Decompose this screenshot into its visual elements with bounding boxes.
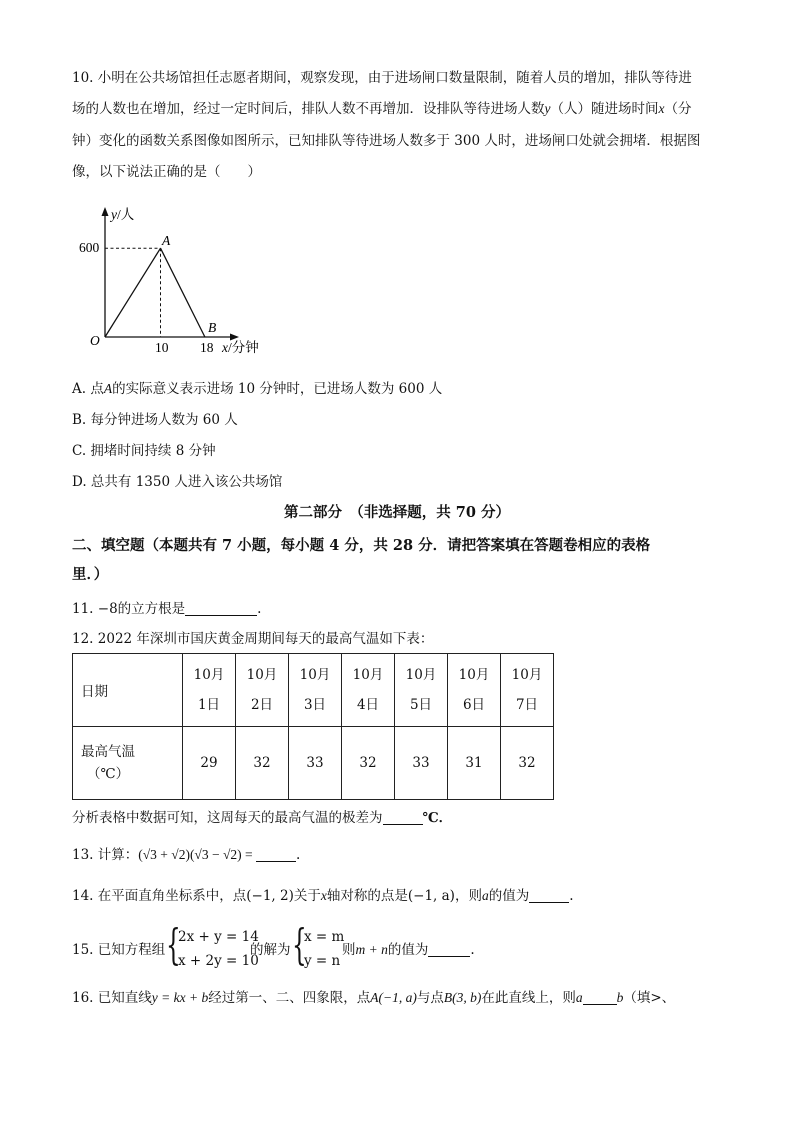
q16-mid3: 在此直线上，则: [481, 990, 576, 1006]
table-cell-date: [501, 654, 554, 727]
date-header-label: 日期: [81, 684, 108, 700]
q16: [72, 988, 675, 1008]
q14-point2: (−1, a): [407, 888, 455, 904]
q14-mid4: 的值为: [488, 888, 530, 904]
date-day: 3日: [303, 697, 327, 713]
q14-point1: (−1, 2): [246, 888, 294, 904]
date-day: 7日: [515, 697, 539, 713]
q10-option-c: C. 拥堵时间持续 8 分钟: [72, 443, 216, 459]
q16-pre: 16. 已知直线: [72, 990, 152, 1006]
table-cell-date: [236, 654, 289, 727]
date-month: 10月: [352, 667, 384, 683]
point-b-label: B: [208, 320, 217, 335]
table-row-dates: [73, 654, 554, 727]
table-cell-date: [448, 654, 501, 727]
point-a-label: A: [162, 233, 171, 248]
q16-end: （填>、: [623, 990, 676, 1006]
origin-label: O: [90, 333, 100, 348]
q10-line2: [72, 99, 692, 119]
q15-post2: 的值为: [387, 942, 429, 958]
option-a-var: A: [103, 381, 113, 396]
date-month: 10月: [193, 667, 225, 683]
q12-after-end: ℃．: [422, 810, 453, 826]
q15-post: 则: [342, 942, 356, 958]
q11-answer-blank[interactable]: [185, 601, 257, 616]
date-month: 10月: [511, 667, 543, 683]
table-cell-temp: 32: [501, 727, 554, 800]
table-header-date: [73, 654, 183, 727]
date-month: 10月: [458, 667, 490, 683]
q14-pre: 14. 在平面直角坐标系中，点: [72, 888, 247, 904]
q14-var-x: x: [320, 888, 327, 903]
q10-line3: 钟）变化的函数关系图像如图所示，已知排队等待进场人数多于 300 人时，进场闸口处就会拥堵．根据图: [72, 133, 701, 149]
q13: [72, 845, 300, 865]
q15-answer-blank[interactable]: [428, 942, 470, 957]
date-day: 5日: [409, 697, 433, 713]
option-a-post: 的实际意义表示进场 10 分钟时，已进场人数为 600 人: [112, 381, 443, 397]
q14: [72, 886, 574, 906]
q10-line2-text: 场的人数也在增加，经过一定时间后，排队人数不再增加．设排队等待进场人数: [72, 101, 545, 117]
x-tick-10: 10: [155, 340, 169, 355]
q10-var-x: x: [658, 101, 665, 116]
y-axis-label: [109, 207, 135, 222]
table-cell-temp: 32: [236, 727, 289, 800]
q15-eq2: x + 2y = 10: [178, 953, 259, 969]
q13-pre: 13. 计算：: [72, 847, 139, 863]
y-tick-600: 600: [79, 240, 100, 255]
q13-answer-blank[interactable]: [256, 847, 296, 862]
date-day: 4日: [356, 697, 380, 713]
date-day: 6日: [462, 697, 486, 713]
q14-mid2: 轴对称的点是: [326, 888, 408, 904]
date-month: 10月: [405, 667, 437, 683]
q13-end: .: [295, 847, 301, 863]
y-axis-var: y: [111, 207, 117, 222]
section-heading-line1: 二、填空题（本题共有 7 小题，每小题 4 分，共 28 分．请把答案填在答题卷相应的表格: [72, 537, 651, 554]
q10-line2-mid: （人）随进场时间: [550, 101, 659, 117]
q16-line-eq: y = kx + b: [151, 990, 209, 1005]
table-cell-date: [289, 654, 342, 727]
q10-line1: 10. 小明在公共场馆担任志愿者期间，观察发现，由于进场闸口数量限制，随着人员的增加，排队等待进: [72, 70, 692, 86]
x-axis-var: x: [222, 340, 228, 355]
q11-end: .: [257, 601, 262, 617]
table-cell-date: [183, 654, 236, 727]
date-day: 2日: [250, 697, 274, 713]
segment-ab: [161, 248, 205, 337]
temp-header-line1: 最高气温: [81, 744, 135, 760]
q16-var-a: a: [575, 990, 583, 1005]
q15-brace-icon: {: [166, 920, 181, 969]
q10-var-y: y: [544, 101, 551, 116]
q16-point-a: A(−1, a): [370, 990, 417, 1005]
table-cell-temp: 31: [448, 727, 501, 800]
option-a-pre: A. 点: [72, 381, 104, 397]
date-month: 10月: [299, 667, 331, 683]
q15-expr: m + n: [355, 942, 388, 957]
q15-brace2-icon: {: [292, 920, 307, 969]
table-cell-temp: 33: [395, 727, 448, 800]
q10-line4: 像，以下说法正确的是（ ）: [72, 164, 261, 180]
table-cell-temp: 32: [342, 727, 395, 800]
q16-point-b: B(3, b): [443, 990, 482, 1005]
q11-text: 11. −8的立方根是: [72, 601, 186, 617]
q16-answer-blank[interactable]: [583, 990, 617, 1005]
q10-option-a: [72, 379, 442, 399]
segment-oa: [105, 248, 161, 337]
q10-graph: [76, 200, 276, 360]
q14-end: .: [569, 888, 574, 904]
temperature-table: [72, 653, 554, 800]
q13-expr: (√3 + √2)(√3 − √2) =: [138, 847, 256, 862]
y-axis-arrow-icon: [102, 207, 109, 216]
temp-header-line2: （℃）: [87, 766, 130, 782]
q14-var-a: a: [481, 888, 489, 903]
q15-sol1: x = m: [304, 929, 345, 945]
q10-option-d: D. 总共有 1350 人进入该公共场馆: [72, 474, 283, 490]
q10-line2-end: （分: [664, 101, 692, 117]
table-cell-temp: 29: [183, 727, 236, 800]
table-cell-date: [342, 654, 395, 727]
q14-mid3: ，则: [454, 888, 482, 904]
q15-rest: [342, 940, 475, 960]
table-cell-date: [395, 654, 448, 727]
q12-intro: 12. 2022 年深圳市国庆黄金周期间每天的最高气温如下表：: [72, 631, 434, 647]
q14-mid1: 关于: [293, 888, 321, 904]
q10-option-b: B. 每分钟进场人数为 60 人: [72, 412, 238, 428]
q14-answer-blank[interactable]: [529, 888, 569, 903]
q11: [72, 599, 261, 619]
y-axis-unit: /人: [117, 207, 135, 222]
q12-after: [72, 808, 452, 828]
q15-sol2: y = n: [304, 953, 341, 969]
section-heading-line2: 里．）: [72, 566, 109, 583]
table-header-temp: [73, 727, 183, 800]
q15-pre: 15. 已知方程组: [72, 942, 166, 958]
q15-end: .: [470, 942, 475, 958]
x-axis-label: [221, 340, 259, 355]
part2-title: 第二部分 （非选择题，共 70 分）: [283, 504, 511, 521]
date-month: 10月: [246, 667, 278, 683]
x-axis-unit: /分钟: [228, 340, 259, 355]
x-tick-18: 18: [200, 340, 214, 355]
date-day: 1日: [197, 697, 221, 713]
q16-mid1: 经过第一、二、四象限，点: [208, 990, 371, 1006]
q12-after-text: 分析表格中数据可知，这周每天的最高气温的极差为: [72, 810, 383, 826]
q15-mid: 的解为: [250, 942, 291, 958]
table-row-temps: [73, 727, 554, 800]
table-cell-temp: 33: [289, 727, 342, 800]
q12-answer-blank[interactable]: [383, 810, 423, 825]
q16-mid2: 与点: [416, 990, 444, 1006]
q15-eq1: 2x + y = 14: [178, 929, 259, 945]
q16-var-b: b: [616, 990, 624, 1005]
